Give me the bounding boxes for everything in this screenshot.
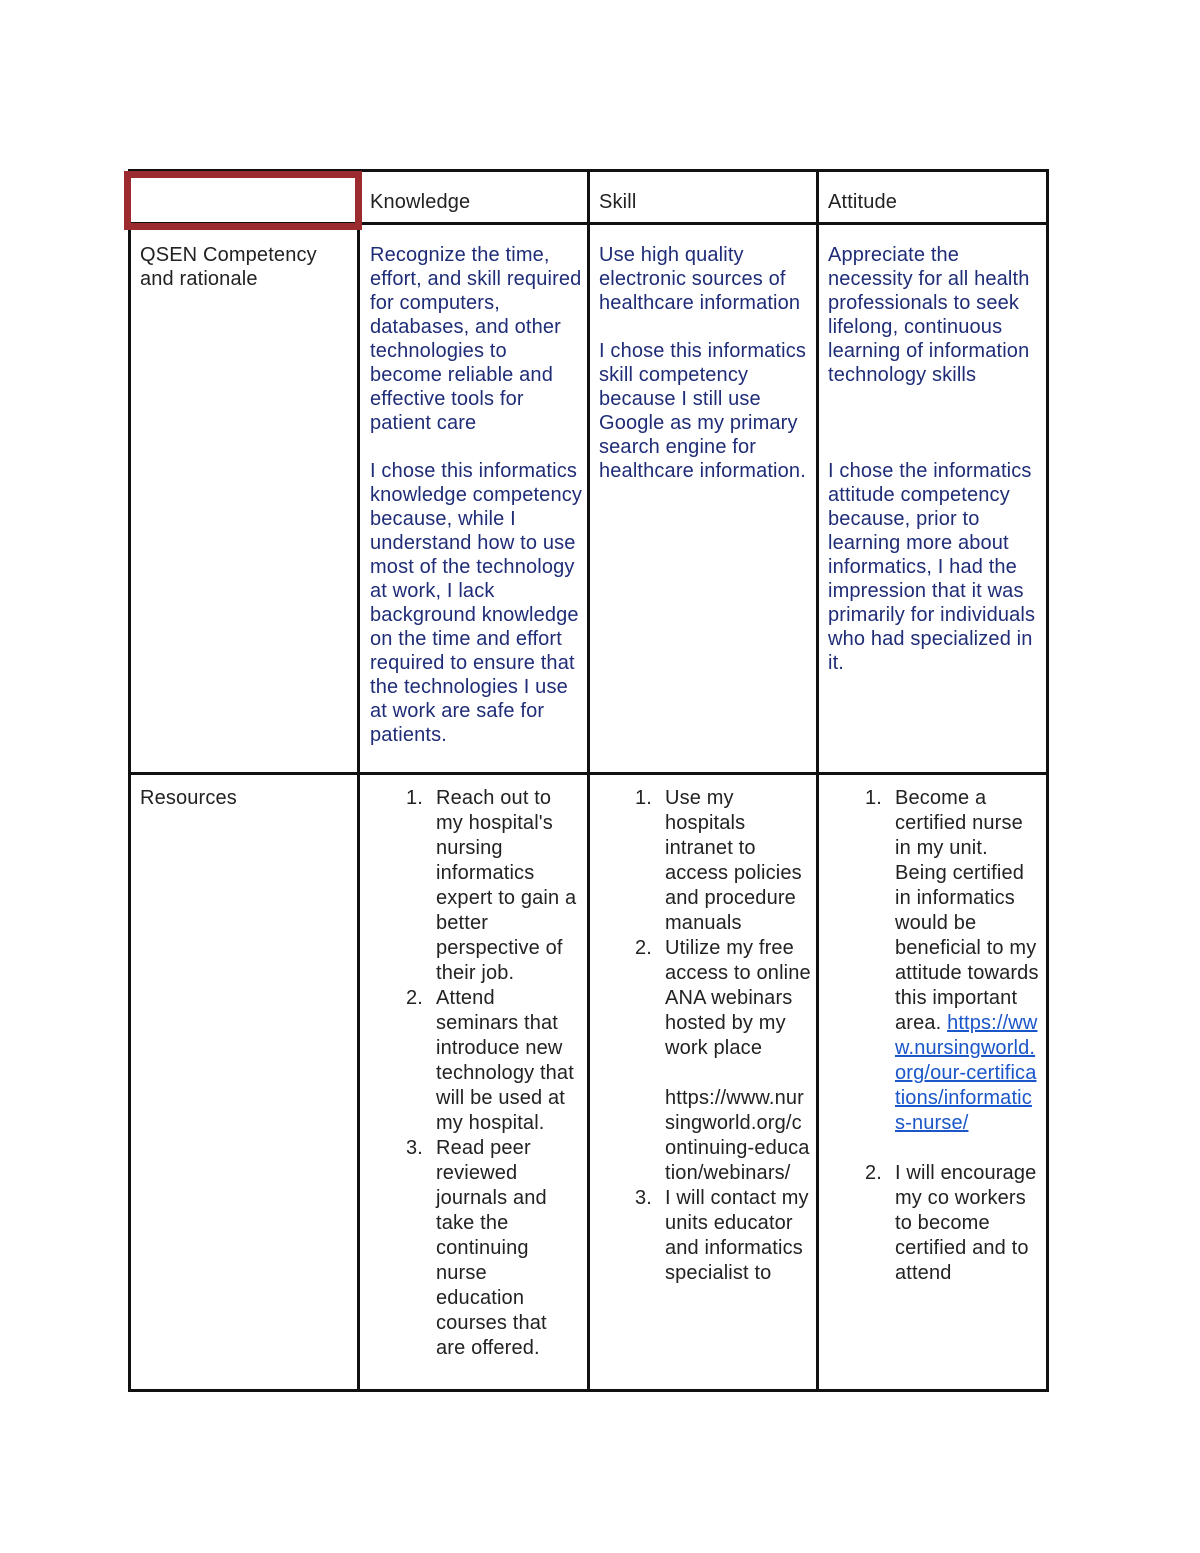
list-item <box>366 786 580 986</box>
competency-label-text: QSEN Competency and rationale <box>140 244 317 290</box>
header-knowledge <box>370 190 580 214</box>
list-number: 2 . <box>406 986 432 1011</box>
attitude-resource-list <box>825 786 1041 1286</box>
table-border-left <box>128 169 131 1392</box>
list-item <box>595 786 811 936</box>
list-item-text: I will contact my units educator and informatics specialist to <box>665 1187 809 1284</box>
list-item <box>825 786 1041 1161</box>
header-skill-label: Skill <box>599 191 637 213</box>
attitude-statement: Appreciate the necessity for all health professionals to seek lifelong, continuous learning of information technology skills <box>828 244 1030 386</box>
list-item <box>366 986 580 1136</box>
skill-rationale: I chose this informatics skill competency because I still use Google as my primary search engine for healthcare information. <box>599 340 807 482</box>
certification-link[interactable]: https://www.nursingworld.org/our-certifications/informatics-nurse/ <box>895 1012 1038 1134</box>
header-skill <box>599 190 809 214</box>
table-border-col3 <box>816 169 819 1392</box>
list-item-text: Reach out to my hospital's nursing informatics expert to gain a better perspective of their job. <box>436 787 577 984</box>
header-attitude <box>828 190 1038 214</box>
resources-row-label <box>140 786 345 810</box>
list-item <box>595 936 811 1186</box>
list-number: 2 . <box>865 1161 891 1186</box>
header-knowledge-label: Knowledge <box>370 191 471 213</box>
skill-statement: Use high quality electronic sources of healthcare information <box>599 244 801 314</box>
knowledge-rationale: I chose this informatics knowledge competency because, while I understand how to use most of the technology at work, I lack background knowledge on the time and effort required to ensure that the technologies I use at work are safe for patients. <box>370 460 583 746</box>
table-border-col2 <box>587 169 590 1392</box>
competency-skill-cell <box>599 243 811 483</box>
webinar-url-text: https://www.nursingworld.org/continuing-education/webinars/ <box>665 1087 810 1184</box>
list-number: 1 . <box>406 786 432 811</box>
list-number: 2 . <box>635 936 661 961</box>
list-number: 3 . <box>635 1186 661 1211</box>
list-item-text: Use my hospitals intranet to access policies and procedure manuals <box>665 787 802 934</box>
list-number: 1 . <box>865 786 891 811</box>
list-number: 1 . <box>635 786 661 811</box>
header-attitude-label: Attitude <box>828 191 898 213</box>
resources-skill-cell <box>595 786 811 1286</box>
competency-row-label <box>140 243 345 291</box>
corner-highlight-box <box>124 171 362 230</box>
skill-resource-list <box>595 786 811 1286</box>
list-item-text: Become a certified nurse in my unit. Being certified in informatics would be beneficial to my attitude towards this important area. <box>895 787 1039 1034</box>
competency-knowledge-cell <box>370 243 582 747</box>
list-item <box>595 1186 811 1286</box>
list-item <box>825 1161 1041 1286</box>
list-item-text: I will encourage my co workers to become certified and to attend <box>895 1162 1037 1284</box>
attitude-rationale: I chose the informatics attitude competency because, prior to learning more about informatics, I had the impression that it was primarily for individuals who had specialized in it. <box>828 460 1036 674</box>
table-border-right <box>1046 169 1049 1392</box>
list-item <box>366 1136 580 1361</box>
knowledge-statement: Recognize the time, effort, and skill required for computers, databases, and other technologies to become reliable and effective tools for patient care <box>370 244 582 434</box>
resources-knowledge-cell <box>366 786 580 1361</box>
resources-label-text: Resources <box>140 787 237 809</box>
competency-attitude-cell <box>828 243 1040 675</box>
list-number: 3 . <box>406 1136 432 1161</box>
list-item-text: Utilize my free access to online ANA webinars hosted by my work place <box>665 937 811 1059</box>
resources-attitude-cell <box>825 786 1041 1286</box>
table-border-col1 <box>357 169 360 1392</box>
list-item-text: Attend seminars that introduce new technology that will be used at my hospital. <box>436 987 574 1134</box>
knowledge-resource-list <box>366 786 580 1361</box>
list-item-text: Read peer reviewed journals and take the continuing nurse education courses that are offered. <box>436 1137 547 1359</box>
